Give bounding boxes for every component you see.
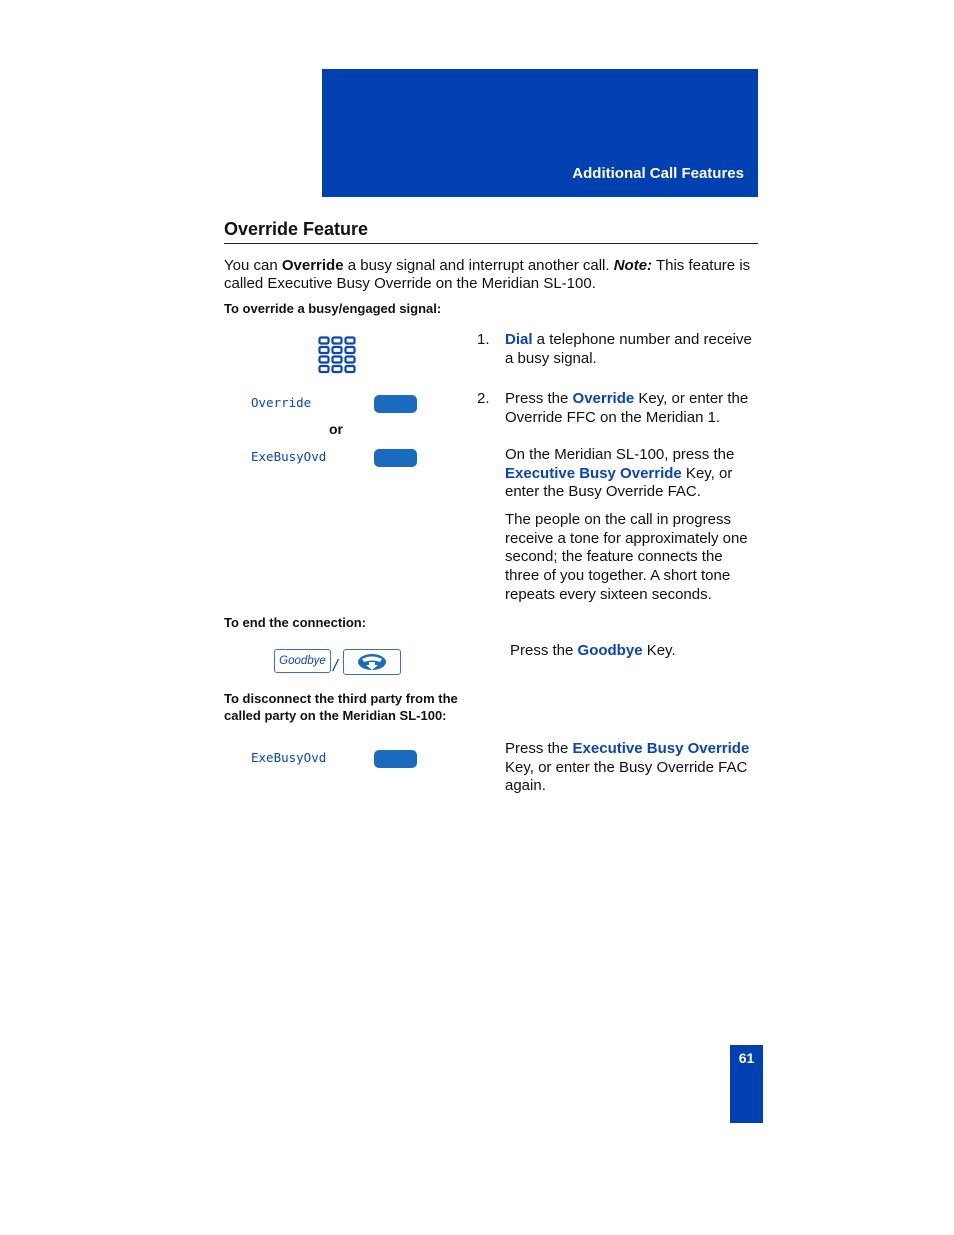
goodbye-keyword: Goodbye [577, 642, 643, 659]
step-text: Press the [510, 642, 578, 659]
step-text: Press the [505, 390, 573, 407]
key-separator: / [333, 656, 338, 675]
step-2-sl100-text [505, 446, 757, 502]
dial-keypad-icon [318, 336, 356, 379]
subhead-override-signal: To override a busy/engaged signal: [224, 301, 442, 316]
release-handset-icon [344, 650, 400, 674]
override-softkey-button[interactable] [374, 395, 417, 413]
softkey-label-override: Override [251, 395, 312, 410]
note-label: Note: [613, 257, 653, 274]
end-connection-text [510, 642, 762, 661]
step-text: Press the [505, 740, 573, 757]
step-text: Key, or enter the Busy Override FAC. [505, 464, 733, 501]
intro-text: You can [224, 257, 282, 274]
exebusyovd-softkey-button[interactable] [374, 449, 417, 467]
subhead-end-connection: To end the connection: [224, 615, 367, 630]
executive-busy-override-keyword: Executive Busy Override [505, 464, 682, 482]
intro-paragraph [224, 257, 758, 293]
intro-text: a busy signal and interrupt another call. [343, 257, 614, 274]
intro-text: This feature is called Executive Busy Override on the Meridian SL-100. [224, 257, 751, 292]
step-1-text [505, 331, 757, 368]
release-key-button[interactable] [343, 649, 401, 675]
goodbye-key-button[interactable]: Goodbye [274, 649, 331, 673]
softkey-label-exebusyovd: ExeBusyOvd [251, 750, 327, 765]
section-title: Override Feature [224, 219, 758, 244]
step-text: On the Meridian SL-100, press the [505, 446, 735, 463]
step-text: a telephone number and receive a busy signal. [505, 331, 752, 367]
subhead-disconnect-third: To disconnect the third party from the called party on the Meridian SL-100: [224, 691, 458, 723]
executive-busy-override-keyword: Executive Busy Override [572, 740, 750, 757]
dial-keyword: Dial [505, 331, 533, 348]
step-2-result-text: The people on the call in progress receive a tone for approximately one second; the feature connects the three of you together. A short tone repeats every sixteen seconds. [505, 511, 748, 603]
step-text: Key, or enter the Busy Override FAC again. [505, 758, 748, 795]
chapter-title: Additional Call Features [572, 165, 744, 182]
step-text: Key. [642, 642, 676, 659]
page-number: 61 [738, 1050, 755, 1066]
disconnect-text [505, 740, 757, 796]
exebusyovd-softkey-button[interactable] [374, 750, 417, 768]
step-number: 2. [477, 390, 490, 407]
step-number: 1. [477, 331, 490, 348]
page-number-tab [730, 1045, 763, 1123]
override-keyword: Override [572, 390, 635, 407]
step-text: Key, or enter the Override FFC on the Meridian 1. [505, 390, 749, 426]
header-band [322, 69, 758, 197]
softkey-label-exebusyovd: ExeBusyOvd [251, 449, 327, 464]
intro-keyword: Override [281, 257, 344, 274]
step-2-text [505, 390, 757, 427]
or-label: or [329, 421, 343, 437]
